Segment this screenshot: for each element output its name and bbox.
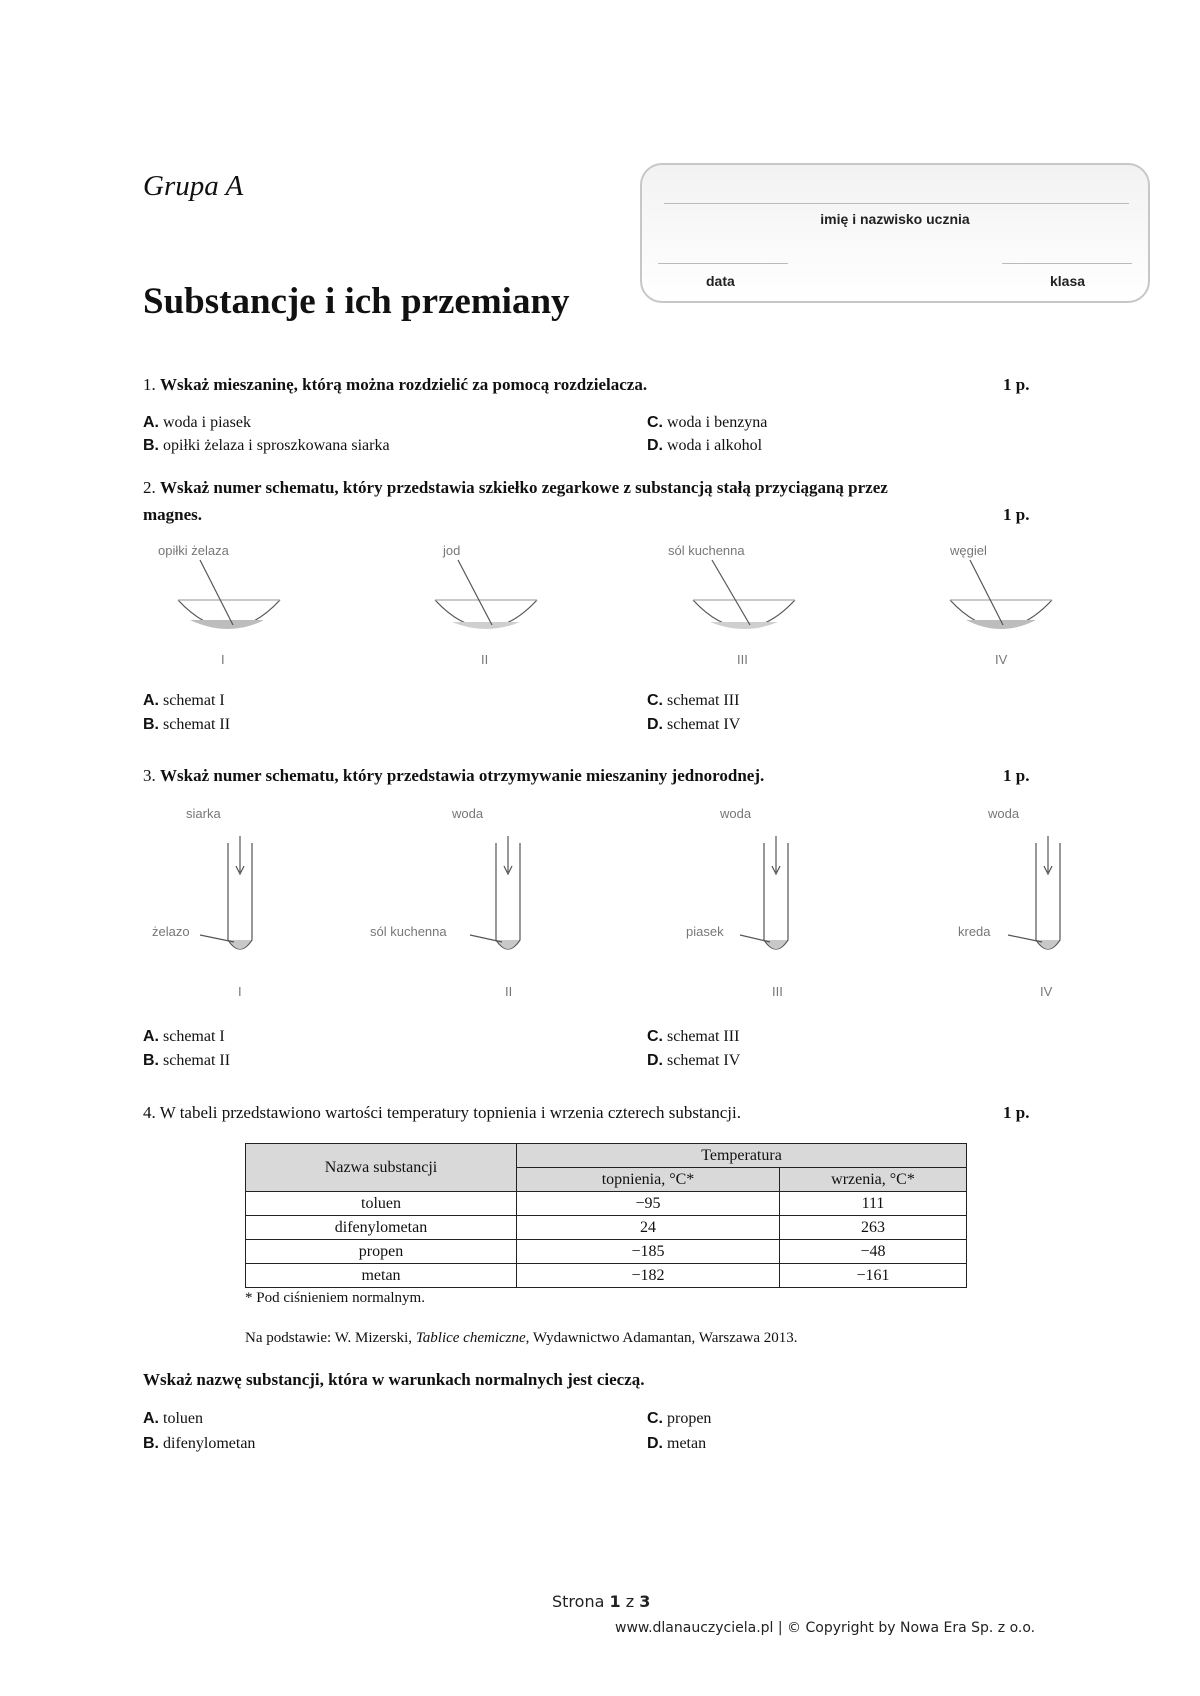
diagram-numeral: II xyxy=(481,652,489,667)
table-header: wrzenia, °C* xyxy=(780,1168,967,1192)
source-citation: Na podstawie: W. Mizerski, Tablice chemiczne, Wydawnictwo Adamantan, Warszawa 2013. xyxy=(245,1330,798,1346)
question-text: Wskaż mieszaninę, którą można rozdzielić za pomocą rozdzielacza. xyxy=(160,375,648,394)
question-text: magnes. xyxy=(143,505,203,524)
group-label: Grupa A xyxy=(143,170,244,202)
table-header: Temperatura xyxy=(517,1144,967,1168)
table-row: difenylometan 24 263 xyxy=(246,1216,967,1240)
class-label: klasa xyxy=(1050,273,1086,289)
subquestion-text: Wskaż nazwę substancji, która w warunkach normalnych jest cieczą. xyxy=(143,1370,645,1389)
diagram-numeral: I xyxy=(221,652,225,667)
diagram-label: woda xyxy=(720,806,752,821)
table-header: Nazwa substancji xyxy=(246,1144,517,1192)
diagram-label: woda xyxy=(452,806,484,821)
answer-option[interactable]: D. schemat IV xyxy=(647,1052,741,1069)
diagram-numeral: I xyxy=(238,984,242,999)
temperature-table xyxy=(245,1143,967,1288)
diagram-label: siarka xyxy=(186,806,221,821)
answer-option[interactable]: B. opiłki żelaza i sproszkowana siarka xyxy=(143,437,390,454)
answer-option[interactable]: B. schemat II xyxy=(143,1052,231,1069)
watch-glass-diagram xyxy=(435,560,537,629)
question-3 xyxy=(143,766,764,786)
diagram-numeral: III xyxy=(772,984,783,999)
table-header: topnienia, °C* xyxy=(517,1168,780,1192)
answer-option[interactable]: D. schemat IV xyxy=(647,716,741,733)
student-name-label: imię i nazwisko ucznia xyxy=(820,211,970,227)
answer-option[interactable]: A. schemat I xyxy=(143,692,225,709)
table-footnote: * Pod ciśnieniem normalnym. xyxy=(245,1290,425,1306)
page-number: Strona 1 z 3 xyxy=(552,1592,651,1611)
question-number: 4. xyxy=(143,1103,156,1122)
answer-option[interactable]: D. woda i alkohol xyxy=(647,437,763,454)
table-row: metan −182 −161 xyxy=(246,1264,967,1288)
diagram-numeral: IV xyxy=(1040,984,1053,999)
question-text: Wskaż numer schematu, który przedstawia szkiełko zegarkowe z substancją stałą przyciąganą przez xyxy=(160,478,888,497)
diagram-label: woda xyxy=(988,806,1020,821)
diagram-label: jod xyxy=(443,543,461,558)
diagram-label: piasek xyxy=(686,924,724,939)
diagram-label: opiłki żelaza xyxy=(158,543,229,558)
question-text: Wskaż numer schematu, który przedstawia otrzymywanie mieszaniny jednorodnej. xyxy=(160,766,765,785)
diagram-label: kreda xyxy=(958,924,991,939)
diagram-label: żelazo xyxy=(152,924,190,939)
test-tube-diagram xyxy=(200,836,252,949)
question-number: 1. xyxy=(143,375,156,394)
question-points: 1 p. xyxy=(1003,375,1030,394)
question-number: 3. xyxy=(143,766,156,785)
watch-glass-diagram xyxy=(693,560,795,629)
answer-option[interactable]: A. woda i piasek xyxy=(143,414,251,431)
test-tube-diagram xyxy=(1008,836,1060,949)
table-row: toluen −95 111 xyxy=(246,1192,967,1216)
answer-option[interactable]: A. toluen xyxy=(143,1410,203,1427)
answer-option[interactable]: C. schemat III xyxy=(647,1028,740,1045)
answer-option[interactable]: C. propen xyxy=(647,1410,712,1427)
answer-option[interactable]: C. woda i benzyna xyxy=(647,414,768,431)
question-number: 2. xyxy=(143,478,156,497)
answer-option[interactable]: B. schemat II xyxy=(143,716,231,733)
test-tube-diagram xyxy=(740,836,788,949)
question-points: 1 p. xyxy=(1003,1103,1030,1122)
question-points: 1 p. xyxy=(1003,505,1030,524)
copyright: www.dlanauczyciela.pl | © Copyright by Nowa Era Sp. z o.o. xyxy=(615,1620,1036,1636)
diagram-label: węgiel xyxy=(950,543,987,558)
date-label: data xyxy=(706,273,735,289)
answer-option[interactable]: C. schemat III xyxy=(647,692,740,709)
diagram-label: sól kuchenna xyxy=(668,543,745,558)
diagram-numeral: II xyxy=(505,984,513,999)
page-title: Substancje i ich przemiany xyxy=(143,281,570,322)
test-tube-diagram xyxy=(470,836,520,949)
answer-option[interactable]: A. schemat I xyxy=(143,1028,225,1045)
answer-option[interactable]: B. difenylometan xyxy=(143,1435,256,1452)
question-text: W tabeli przedstawiono wartości temperatury topnienia i wrzenia czterech substancji. xyxy=(159,1103,741,1122)
question-4 xyxy=(143,1103,741,1123)
answer-option[interactable]: D. metan xyxy=(647,1435,707,1452)
watch-glass-diagram xyxy=(950,560,1052,629)
question-points: 1 p. xyxy=(1003,766,1030,785)
watch-glass-diagram xyxy=(178,560,280,629)
table-row: propen −185 −48 xyxy=(246,1240,967,1264)
diagram-label: sól kuchenna xyxy=(370,924,447,939)
diagram-numeral: IV xyxy=(995,652,1008,667)
diagram-numeral: III xyxy=(737,652,748,667)
